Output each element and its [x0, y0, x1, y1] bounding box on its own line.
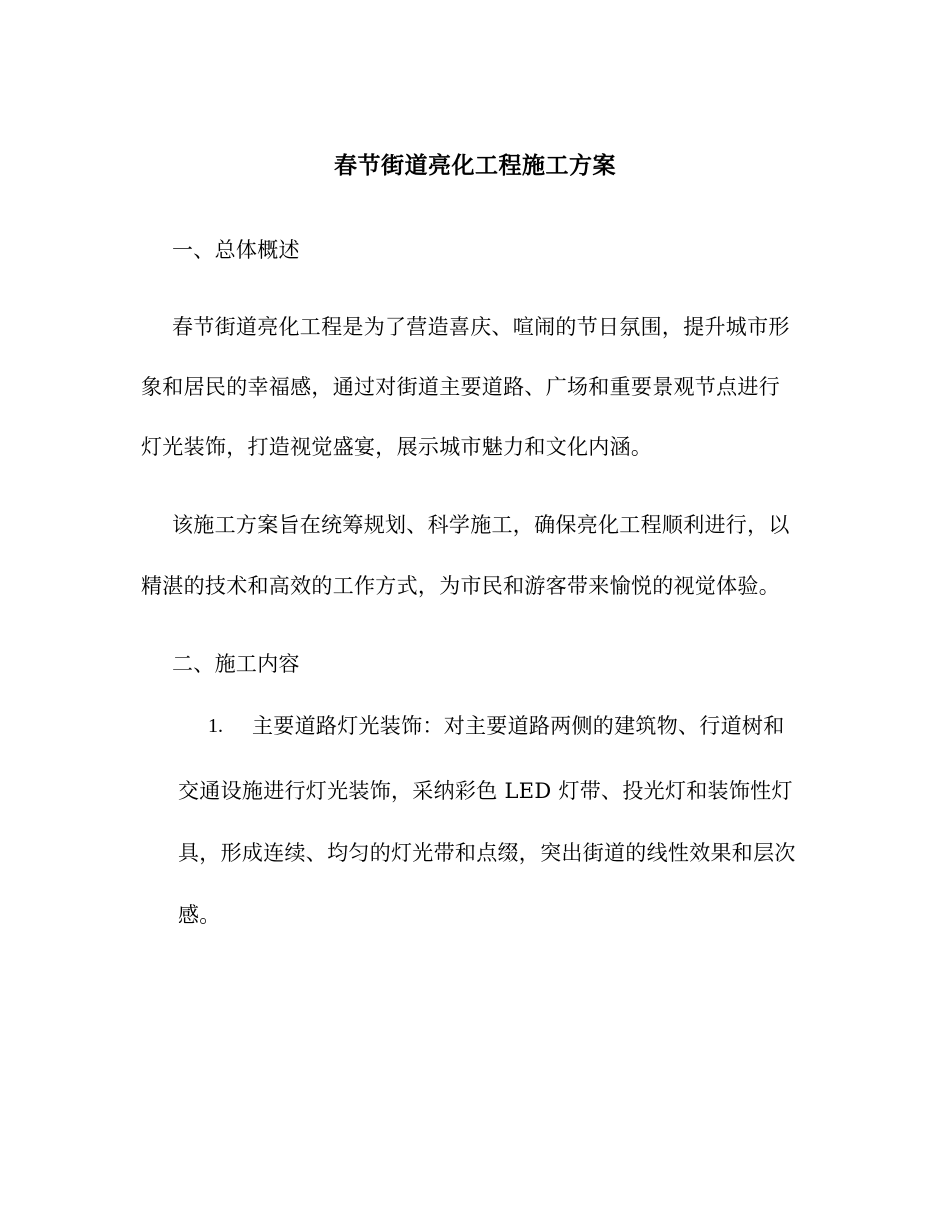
section-heading-construction: 二、施工内容 [172, 652, 300, 676]
section-heading-overview: 一、总体概述 [172, 238, 300, 262]
paragraph-line: 象和居民的幸福感，通过对街道主要道路、广场和重要景观节点进行 [141, 375, 780, 399]
list-item-line: 感。 [178, 903, 221, 927]
paragraph-line: 该施工方案旨在统筹规划、科学施工，确保亮化工程顺利进行，以 [172, 513, 790, 537]
document-title: 春节街道亮化工程施工方案 [334, 152, 616, 179]
paragraph-line: 精湛的技术和高效的工作方式，为市民和游客带来愉悦的视觉体验。 [141, 574, 780, 598]
list-item-line: 交通设施进行灯光装饰，采纳彩色 LED 灯带、投光灯和装饰性灯 [178, 779, 793, 803]
list-item-line: 主要道路灯光装饰：对主要道路两侧的建筑物、行道树和 [252, 714, 785, 738]
paragraph-line: 春节街道亮化工程是为了营造喜庆、喧闹的节日氛围，提升城市形 [172, 315, 790, 339]
list-item-number: 1. [208, 715, 223, 737]
list-item-line: 具，形成连续、均匀的灯光带和点缀，突出街道的线性效果和层次 [178, 841, 796, 865]
paragraph-line: 灯光装饰，打造视觉盛宴，展示城市魅力和文化内涵。 [141, 435, 653, 459]
